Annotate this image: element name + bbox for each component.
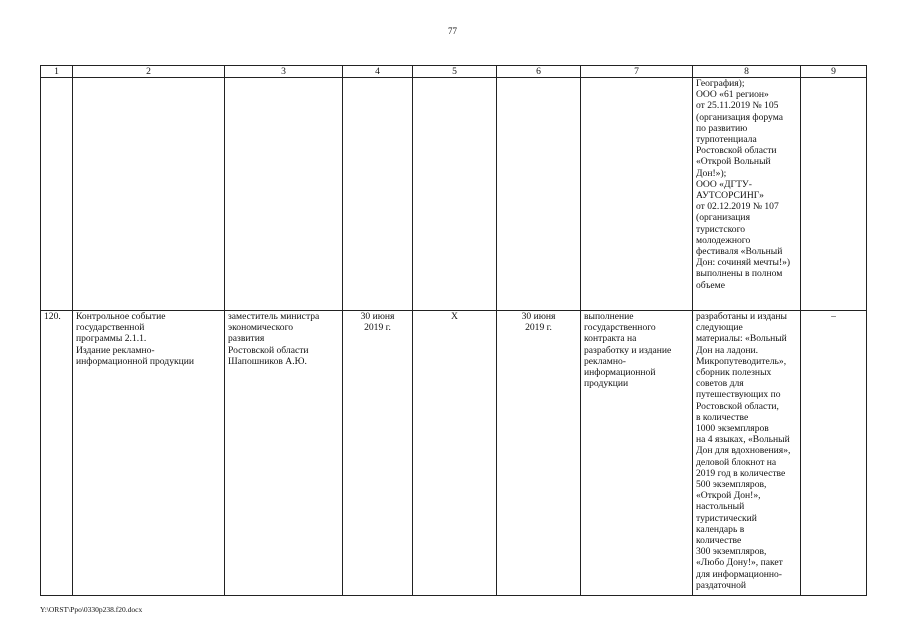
cell-planned-date: 30 июня 2019 г. — [343, 311, 413, 596]
cell-empty — [41, 78, 73, 311]
cell-note: – — [801, 311, 867, 596]
cell-empty — [413, 78, 497, 311]
header-col-3: 3 — [225, 66, 343, 78]
cell-measure: выполнение государственного контракта на разработку и издание рекламно- информационной продукции — [581, 311, 693, 596]
cell-empty — [801, 78, 867, 311]
header-col-9: 9 — [801, 66, 867, 78]
cell-result: разработаны и изданы следующие материалы: «Вольный Дон на ладони. Микропутеводитель», сборник полезных советов для путешествующих по Ростовской области, в количестве 1000 экземпляров на 4 языках, «Вольный Дон для вдохновения», деловой блокнот на 2019 год в количестве 500 экземпляров, «Открой Дон!», настольный туристический календарь в количестве 300 экземпляров, «Любо Дону!», пакет для информационно- раздаточной — [693, 311, 801, 596]
header-col-8: 8 — [693, 66, 801, 78]
cell-result-continued: География); ООО «61 регион» от 25.11.2019 № 105 (организация форума по развитию турпотенциала Ростовской области «Открой Вольный Дон!»); ООО «ДГТУ- АУТСОРСИНГ» от 02.12.2019 № 107 (организация туристского молодежного фестиваля «Вольный Дон: сочиняй мечты!») выполнены в полном объеме — [693, 78, 801, 311]
header-col-1: 1 — [41, 66, 73, 78]
cell-responsible: заместитель министра экономического развития Ростовской области Шапошников А.Ю. — [225, 311, 343, 596]
cell-mark: Х — [413, 311, 497, 596]
header-col-5: 5 — [413, 66, 497, 78]
cell-actual-date: 30 июня 2019 г. — [497, 311, 581, 596]
header-col-7: 7 — [581, 66, 693, 78]
cell-row-number: 120. — [41, 311, 73, 596]
footer-file-path: Y:\ORST\Ppo\0330p238.f20.docx — [40, 605, 143, 614]
table-row-continued — [41, 78, 867, 311]
header-col-6: 6 — [497, 66, 581, 78]
cell-empty — [343, 78, 413, 311]
page-number: 77 — [448, 26, 457, 36]
header-col-4: 4 — [343, 66, 413, 78]
cell-empty — [73, 78, 225, 311]
cell-empty — [497, 78, 581, 311]
report-table — [40, 65, 867, 596]
cell-empty — [225, 78, 343, 311]
cell-empty — [581, 78, 693, 311]
header-row — [41, 66, 867, 78]
table-row-120 — [41, 311, 867, 596]
header-col-2: 2 — [73, 66, 225, 78]
cell-event-name: Контрольное событие государственной программы 2.1.1. Издание рекламно- информационной продукции — [73, 311, 225, 596]
